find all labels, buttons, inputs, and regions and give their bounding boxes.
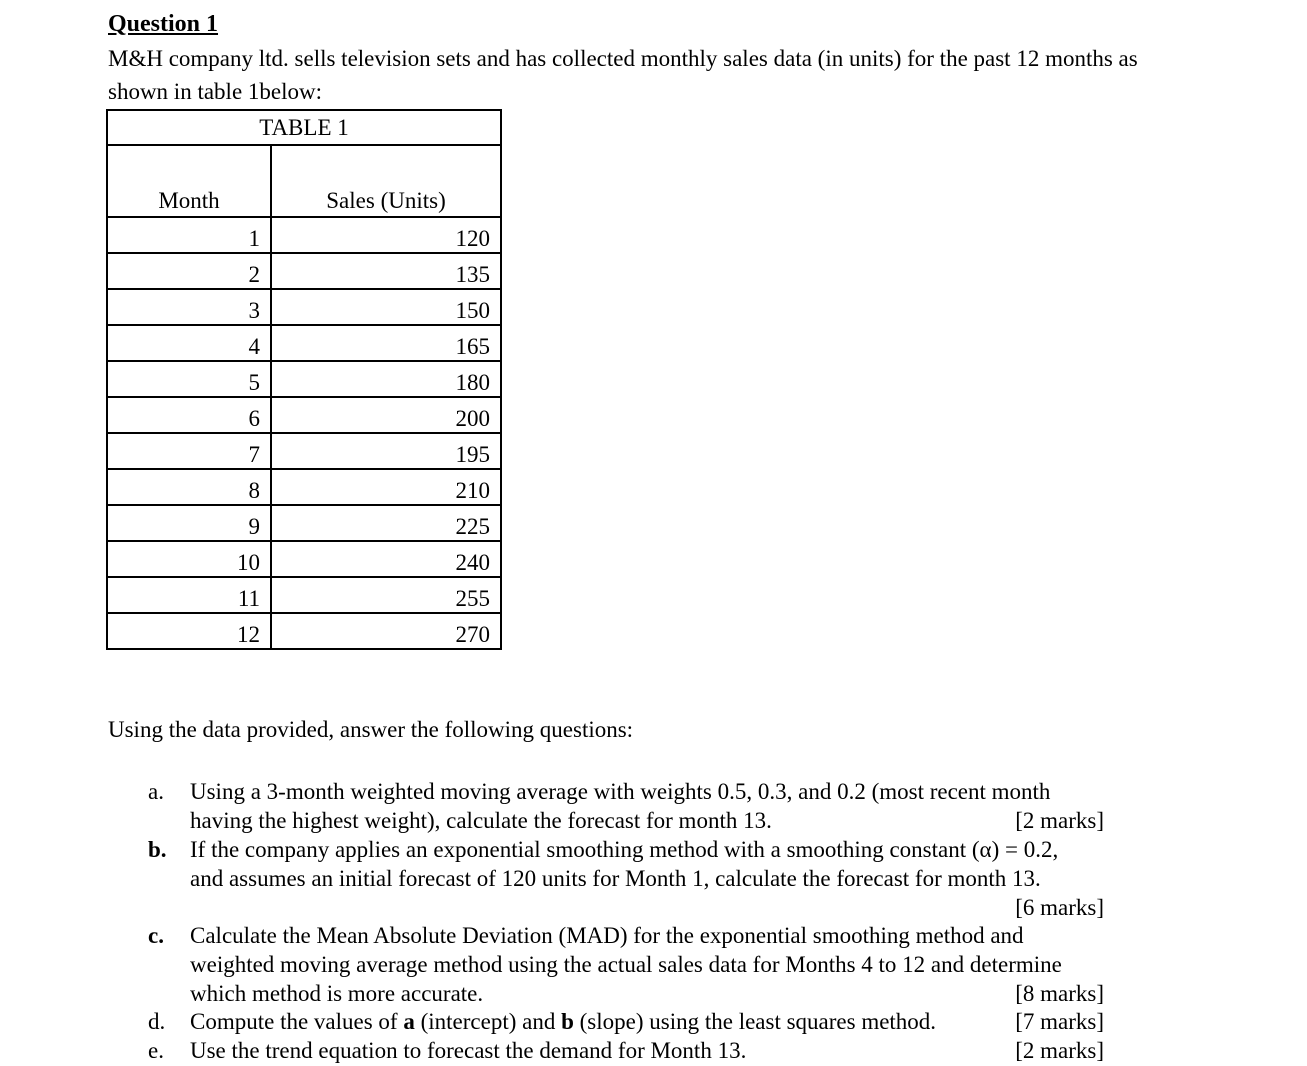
table-row [107,217,501,253]
table-row [107,541,501,577]
sales-cell: 270 [271,613,501,649]
item-text-line: Use the trend equation to forecast the demand for Month 13. [190,1038,747,1063]
month-cell: 4 [107,325,271,361]
question-item-e [148,1036,1148,1065]
table-row [107,253,501,289]
intercept-term: a [403,1009,415,1034]
table-caption: TABLE 1 [107,110,501,145]
table-row [107,289,501,325]
item-label: d. [148,1009,166,1034]
sales-cell: 210 [271,469,501,505]
marks-label: [2 marks] [1015,808,1104,833]
table-row [107,397,501,433]
question-item-a [148,777,1148,835]
month-cell: 12 [107,613,271,649]
month-cell: 9 [107,505,271,541]
slope-term: b [561,1009,574,1034]
item-label: b. [148,837,167,862]
month-cell: 7 [107,433,271,469]
table-row [107,325,501,361]
table-row [107,433,501,469]
month-cell: 6 [107,397,271,433]
question-heading: Question 1 [108,11,219,37]
header-month: Month [107,145,271,217]
sales-cell: 255 [271,577,501,613]
sales-cell: 135 [271,253,501,289]
item-text-line: Using a 3-month weighted moving average with weights 0.5, 0.3, and 0.2 (most recent month [190,779,1051,804]
question-intro: M&H company ltd. sells television sets and has collected monthly sales data (in units) for the past 12 months as shown in table 1below: [108,46,1138,104]
sales-cell: 180 [271,361,501,397]
question-item-d [148,1007,1148,1036]
month-cell: 2 [107,253,271,289]
item-text-line: weighted moving average method using the actual sales data for Months 4 to 12 and determine [190,952,1062,977]
question-item-c [148,921,1148,1008]
sales-cell: 200 [271,397,501,433]
item-text-line: which method is more accurate. [190,981,484,1006]
header-sales: Sales (Units) [271,145,501,217]
month-cell: 5 [107,361,271,397]
month-cell: 8 [107,469,271,505]
item-text-line: Calculate the Mean Absolute Deviation (MAD) for the exponential smoothing method and [190,923,1024,948]
marks-label: [6 marks] [1015,895,1104,920]
marks-label: [2 marks] [1015,1038,1104,1063]
table-row [107,361,501,397]
questions-prompt: Using the data provided, answer the following questions: [108,717,634,742]
month-cell: 1 [107,217,271,253]
month-cell: 10 [107,541,271,577]
sales-cell: 195 [271,433,501,469]
question-item-b [148,835,1148,922]
table-row [107,505,501,541]
item-label: e. [148,1038,164,1063]
item-text-line: and assumes an initial forecast of 120 units for Month 1, calculate the forecast for month 13. [190,866,1041,891]
table-row [107,577,501,613]
table-row [107,469,501,505]
marks-label: [8 marks] [1015,981,1104,1006]
marks-label: [7 marks] [1015,1009,1104,1034]
sales-cell: 240 [271,541,501,577]
item-text-line: having the highest weight), calculate the forecast for month 13. [190,808,772,833]
sales-cell: 150 [271,289,501,325]
sales-cell: 120 [271,217,501,253]
month-cell: 11 [107,577,271,613]
item-label: c. [148,923,164,948]
sales-table [106,109,502,650]
item-text-line: Compute the values of a (intercept) and b (slope) using the least squares method. [190,1009,937,1034]
month-cell: 3 [107,289,271,325]
sales-cell: 165 [271,325,501,361]
item-label: a. [148,779,164,804]
table-row [107,613,501,649]
item-text-line: If the company applies an exponential smoothing method with a smoothing constant (α) = 0.2, [190,837,1059,862]
sales-cell: 225 [271,505,501,541]
